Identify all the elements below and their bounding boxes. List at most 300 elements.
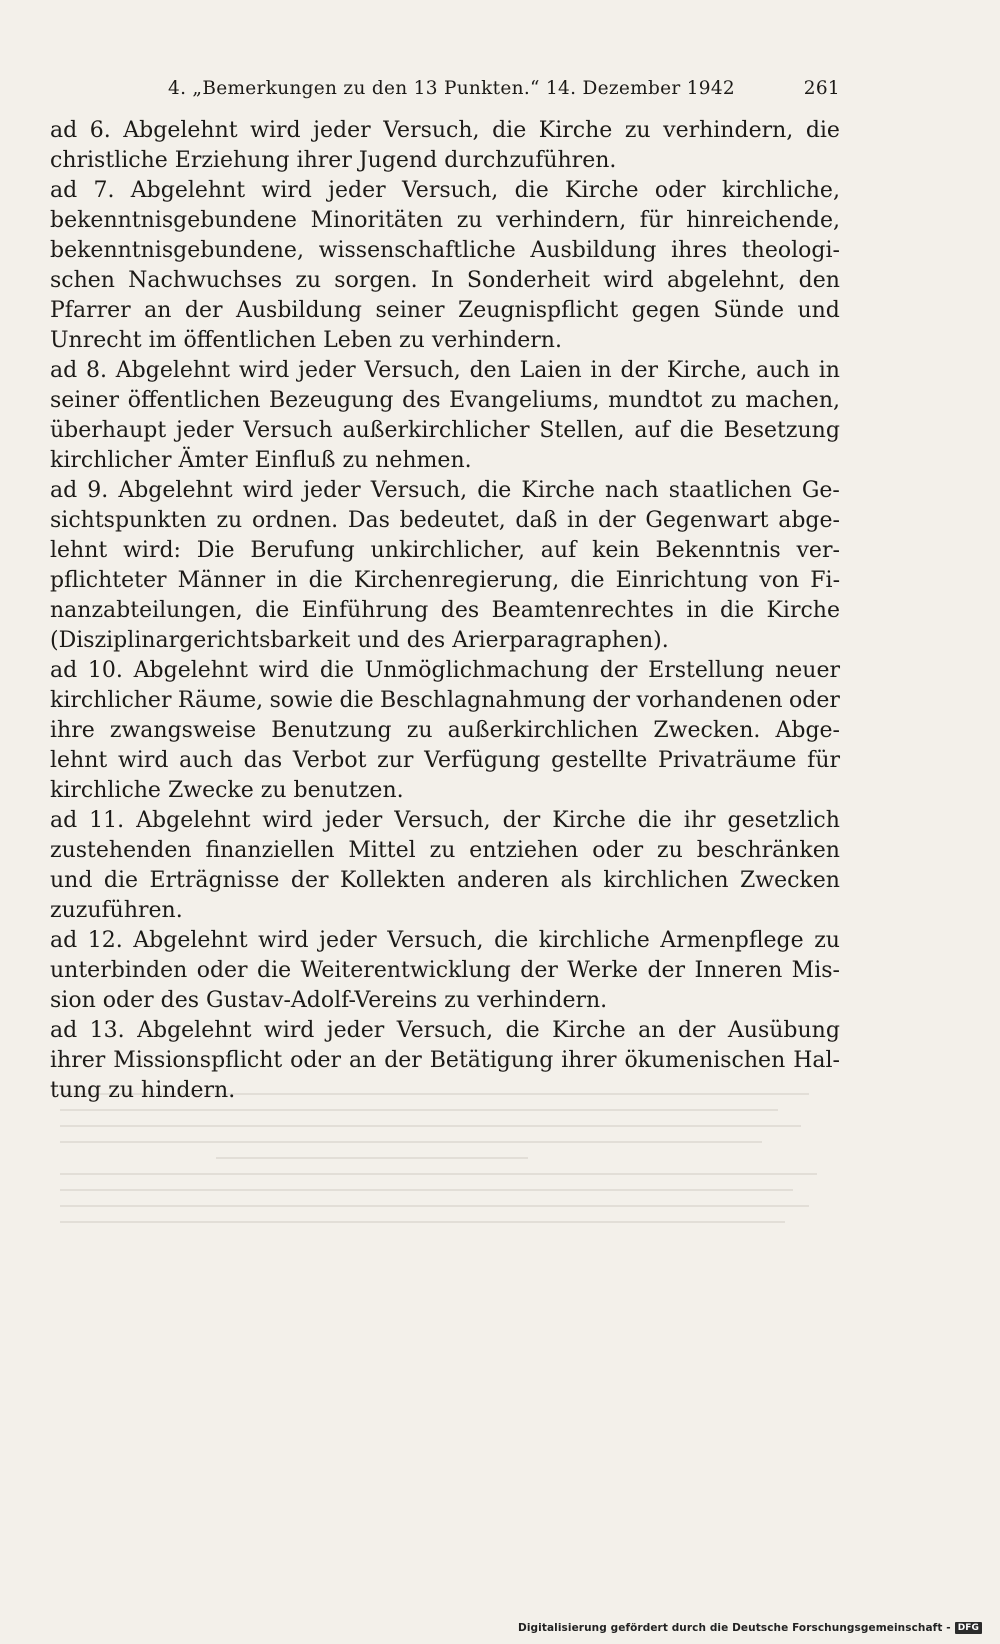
word: Abgelehnt (137, 1018, 252, 1043)
word: Sünde (713, 298, 784, 323)
word: Abgelehnt (133, 658, 248, 683)
word: hindern. (141, 1078, 236, 1103)
word: Kirche (538, 118, 613, 143)
word: oder (789, 688, 840, 713)
word: In (430, 268, 454, 293)
word: der (502, 808, 541, 833)
word: Kirche (766, 598, 840, 623)
word: anderen (456, 868, 550, 893)
word: ver- (796, 538, 840, 563)
word: jeder (324, 808, 383, 833)
text-line (50, 656, 840, 686)
word: 9. (87, 478, 109, 503)
word: im (148, 328, 177, 353)
word: Männer (177, 568, 266, 593)
word: Einfluß (254, 448, 336, 473)
word: bekenntnisgebundene (50, 208, 297, 233)
word: Die (196, 538, 235, 563)
word: ad (50, 358, 78, 383)
word: Arierparagraphen). (452, 628, 669, 653)
word: ad (50, 1018, 78, 1043)
word: der (520, 958, 558, 983)
word: 11. (89, 808, 125, 833)
word: seiner (50, 388, 120, 413)
word: jeder (313, 118, 371, 143)
text-line (50, 326, 840, 356)
word: hinreichende, (686, 208, 840, 233)
word: theologi- (741, 238, 840, 263)
word: oder (654, 178, 706, 203)
word: Ämter (178, 448, 248, 473)
word: zu (429, 838, 456, 863)
word: jeder (328, 178, 386, 203)
word: Kollekten (339, 868, 446, 893)
word: sowie (269, 688, 334, 713)
word: Minoritäten (310, 208, 444, 233)
word: der (620, 358, 659, 383)
word: finanziellen (205, 838, 335, 863)
word: Versuch, (401, 178, 499, 203)
word: ökumenischen (624, 1048, 786, 1073)
word: Kirche (552, 1018, 626, 1043)
word: Kirche (552, 808, 626, 833)
word: Inneren (694, 958, 783, 983)
word: wird: (123, 538, 181, 563)
word: Zwecken. (653, 718, 761, 743)
word: lehnt (50, 538, 108, 563)
word: Hal- (793, 1048, 840, 1073)
word: in (818, 358, 840, 383)
word: kirchlichen (603, 868, 729, 893)
word: bedeutet, (399, 508, 506, 533)
word: Evangeliums, (449, 388, 600, 413)
word: sichtspunkten (50, 508, 207, 533)
text-line (50, 146, 840, 176)
word: wird (258, 928, 309, 953)
word: wird (238, 358, 290, 383)
text-line (50, 266, 840, 296)
word: Armenpflege (660, 928, 804, 953)
word: schen (50, 268, 115, 293)
word: als (560, 868, 592, 893)
word: wird (242, 478, 294, 503)
word: ihre (50, 718, 95, 743)
word: Gegenwart (645, 508, 769, 533)
word: Mis- (791, 958, 840, 983)
word: Bekenntnis (655, 538, 781, 563)
word: wird (117, 748, 169, 773)
word: Beamtenrechtes (491, 598, 674, 623)
word: vorhandenen (636, 688, 783, 713)
word: unterbinden (50, 958, 188, 983)
word: an (144, 298, 172, 323)
word: kirchliche (538, 928, 650, 953)
text-line (50, 476, 840, 506)
word: tung (50, 1078, 102, 1103)
word: der (677, 1018, 716, 1043)
word: kirchliche (50, 778, 161, 803)
word: zu (657, 838, 683, 863)
word: Abge- (775, 718, 840, 743)
word: kirchlicher (50, 688, 172, 713)
word: bekenntnisgebundene, (50, 238, 304, 263)
word: Zwecke (167, 778, 254, 803)
word: Räume, (177, 688, 264, 713)
word: der (592, 688, 631, 713)
word: in (590, 358, 612, 383)
word: wird (250, 118, 301, 143)
word: Erziehung (174, 148, 290, 173)
word: der (384, 1048, 422, 1073)
word: machen, (745, 388, 840, 413)
word: das (243, 748, 283, 773)
word: des (440, 598, 480, 623)
word: nanzabteilungen, (50, 598, 243, 623)
word: durchzuführen. (444, 148, 617, 173)
word: Abgelehnt (123, 118, 238, 143)
word: zu (444, 988, 471, 1013)
word: verhindern, (496, 208, 627, 233)
word: der (599, 658, 638, 683)
word: Kirchenregierung, (353, 568, 560, 593)
text-line (50, 926, 840, 956)
digitization-credit (518, 1618, 982, 1638)
word: jeder (298, 358, 356, 383)
word: der (647, 958, 686, 983)
word: Kirche, (666, 358, 748, 383)
word: Versuch (243, 418, 333, 443)
word: entziehen (469, 838, 579, 863)
word: Mittel (348, 838, 416, 863)
word: Ge- (801, 478, 840, 503)
word: ihres (671, 238, 728, 263)
word: Erträgnisse (149, 868, 280, 893)
word: für (639, 208, 673, 233)
word: Ausübung (727, 1018, 840, 1043)
word: ad (50, 658, 78, 683)
word: mundtot (608, 388, 703, 413)
word: die (637, 808, 672, 833)
word: die (492, 118, 527, 143)
word: verhindern. (477, 988, 608, 1013)
word: die (319, 658, 354, 683)
word: Versuch, (387, 928, 484, 953)
word: zu (406, 718, 433, 743)
word: jeder (326, 1018, 385, 1043)
word: wissenschaftliche (318, 238, 516, 263)
word: des (160, 988, 200, 1013)
word: wird (261, 178, 312, 203)
word: Das (347, 508, 390, 533)
word: Abgelehnt (118, 478, 233, 503)
word: Zwecken (739, 868, 840, 893)
word: des (402, 388, 441, 413)
word: auch (756, 358, 810, 383)
word: zu (216, 508, 243, 533)
word: die (257, 958, 292, 983)
word: wird (262, 808, 313, 833)
word: Abgelehnt (133, 928, 248, 953)
word: 12. (87, 928, 123, 953)
word: lehnt (50, 748, 108, 773)
text-line (50, 806, 840, 836)
word: Zeugnispflicht (457, 298, 619, 323)
text-line (50, 386, 840, 416)
word: neuer (775, 658, 840, 683)
word: ad (50, 928, 78, 953)
word: benutzen. (293, 778, 404, 803)
word: Verbot (292, 748, 367, 773)
word: Unrecht (50, 328, 142, 353)
word: in (686, 598, 708, 623)
word: Privaträume (658, 748, 797, 773)
word: staatlichen (668, 478, 792, 503)
word: christliche (50, 148, 168, 173)
word: jeder (303, 478, 361, 503)
word: oder (102, 988, 154, 1013)
word: von (759, 568, 800, 593)
word: Ausbildung (530, 238, 657, 263)
word: auf (540, 538, 577, 563)
text-line (50, 506, 840, 536)
word: der (184, 298, 223, 323)
word: zuzuführen. (50, 898, 183, 923)
word: öffentlichen (183, 328, 317, 353)
word: zur (377, 748, 414, 773)
running-title: 4. „Bemerkungen zu den 13 Punkten.“ 14. Dezember 1942 (168, 78, 735, 99)
word: Versuch, (396, 1018, 494, 1043)
text-line (50, 1076, 840, 1106)
text-line (50, 416, 840, 446)
word: Abgelehnt (130, 178, 246, 203)
word: Fi- (810, 568, 840, 593)
word: Betätigung (429, 1048, 554, 1073)
word: oder (592, 838, 644, 863)
word: ordnen. (251, 508, 339, 533)
word: der (597, 508, 636, 533)
word: Weiterentwicklung (300, 958, 511, 983)
word: Missionspflicht (113, 1048, 283, 1073)
word: Besetzung (723, 418, 840, 443)
word: den (798, 268, 840, 293)
word: Ausbildung (235, 298, 362, 323)
text-line (50, 776, 840, 806)
page-header (50, 72, 840, 108)
word: zu (108, 1078, 135, 1103)
word: 6. (89, 118, 111, 143)
word: die (719, 598, 755, 623)
word: Beschlagnahmung (380, 688, 586, 713)
text-line (50, 716, 840, 746)
word: ad (50, 178, 78, 203)
word: 10. (87, 658, 123, 683)
word: kirchlicher (50, 448, 172, 473)
text-line (50, 896, 840, 926)
word: Erstellung (648, 658, 765, 683)
word: zu (399, 328, 425, 353)
dfg-logo-icon: DFG (955, 1622, 982, 1634)
word: in (567, 508, 589, 533)
word: an (638, 1018, 666, 1043)
word: gestellte (551, 748, 648, 773)
word: den (469, 358, 511, 383)
word: die (477, 478, 512, 503)
word: Kirche (565, 178, 639, 203)
word: wird (258, 658, 310, 683)
word: sion (50, 988, 96, 1013)
word: Abgelehnt (115, 358, 231, 383)
word: gesetzlich (727, 808, 840, 833)
text-line (50, 176, 840, 206)
word: beschränken (696, 838, 840, 863)
word: die (255, 598, 290, 623)
word: Nachwuchses (128, 268, 283, 293)
word: in (276, 568, 298, 593)
word: 7. (93, 178, 115, 203)
text-line (50, 356, 840, 386)
word: die (505, 1018, 540, 1043)
credit-text: Digitalisierung gefördert durch die Deutsche Forschungsgemeinschaft - (518, 1622, 951, 1634)
word: 13. (89, 1018, 125, 1043)
word: Abgelehnt (136, 808, 251, 833)
word: und (357, 628, 400, 653)
word: Sonderheit (466, 268, 591, 293)
text-line (50, 596, 840, 626)
text-line (50, 446, 840, 476)
word: Benutzung (271, 718, 392, 743)
body-text (50, 116, 840, 1106)
word: ad (50, 118, 78, 143)
word: die (570, 568, 605, 593)
word: Jugend (358, 148, 438, 173)
text-line (50, 1046, 840, 1076)
text-line (50, 236, 840, 266)
word: Einrichtung (615, 568, 749, 593)
word: (Disziplinargerichtsbarkeit (50, 628, 351, 653)
word: verhindern. (431, 328, 562, 353)
word: Einführung (301, 598, 429, 623)
word: Leben (323, 328, 393, 353)
word: des (406, 628, 446, 653)
word: auf (634, 418, 670, 443)
word: öffentlichen (127, 388, 261, 413)
word: wird (263, 1018, 315, 1043)
word: Verfügung (424, 748, 541, 773)
word: seiner (375, 298, 445, 323)
word: Versuch, (370, 478, 468, 503)
text-line (50, 1016, 840, 1046)
word: nach (604, 478, 659, 503)
word: jeder (319, 928, 377, 953)
word: jeder (176, 418, 234, 443)
word: die (805, 118, 840, 143)
word: und (50, 868, 93, 893)
word: Bezeugung (269, 388, 394, 413)
word: abgelehnt, (666, 268, 786, 293)
word: wird (603, 268, 654, 293)
word: Gustav-Adolf-Vereins (206, 988, 438, 1013)
text-line (50, 206, 840, 236)
word: sorgen. (334, 268, 418, 293)
word: an (348, 1048, 377, 1073)
word: die (514, 178, 549, 203)
word: gegen (631, 298, 701, 323)
word: ad (50, 808, 78, 833)
page-number: 261 (803, 78, 840, 99)
word: Versuch, (394, 808, 491, 833)
word: zu (342, 448, 369, 473)
word: zu (624, 118, 651, 143)
word: zu (456, 208, 483, 233)
text-line (50, 566, 840, 596)
word: Versuch, (383, 118, 480, 143)
word: zu (295, 268, 322, 293)
text-line (50, 296, 840, 326)
word: Kirche (521, 478, 595, 503)
word: unkirchlicher, (370, 538, 525, 563)
text-line (50, 536, 840, 566)
text-line (50, 686, 840, 716)
word: nehmen. (375, 448, 472, 473)
text-line (50, 836, 840, 866)
word: die (308, 568, 343, 593)
word: Unmöglichmachung (364, 658, 590, 683)
word: außerkirchlichen (447, 718, 639, 743)
word: oder (290, 1048, 342, 1073)
text-line (50, 986, 840, 1016)
word: und (797, 298, 840, 323)
word: pflichteter (50, 568, 167, 593)
text-line (50, 116, 840, 146)
word: überhaupt (50, 418, 167, 443)
word: der (290, 868, 329, 893)
word: Berufung (250, 538, 355, 563)
word: verhindern, (663, 118, 794, 143)
text-line (50, 626, 840, 656)
word: zwangsweise (109, 718, 257, 743)
word: ihrer (296, 148, 352, 173)
word: zustehenden (50, 838, 192, 863)
word: ihrer (561, 1048, 617, 1073)
word: Werke (567, 958, 639, 983)
word: kein (592, 538, 640, 563)
word: ihr (683, 808, 716, 833)
word: zu (710, 388, 737, 413)
word: 8. (86, 358, 107, 383)
text-line (50, 746, 840, 776)
word: Stellen, (539, 418, 625, 443)
word: oder (196, 958, 248, 983)
word: außerkirchlicher (342, 418, 530, 443)
word: ad (50, 478, 78, 503)
word: ihrer (50, 1048, 106, 1073)
text-line (50, 956, 840, 986)
text-line (50, 866, 840, 896)
word: die (494, 928, 529, 953)
word: daß (515, 508, 558, 533)
word: die (339, 688, 374, 713)
word: auch (179, 748, 233, 773)
word: Laien (519, 358, 582, 383)
word: Pfarrer (50, 298, 131, 323)
word: abge- (778, 508, 840, 533)
word: für (807, 748, 840, 773)
word: Versuch, (364, 358, 461, 383)
word: die (679, 418, 714, 443)
word: die (103, 868, 139, 893)
word: kirchliche, (722, 178, 840, 203)
word: zu (814, 928, 840, 953)
